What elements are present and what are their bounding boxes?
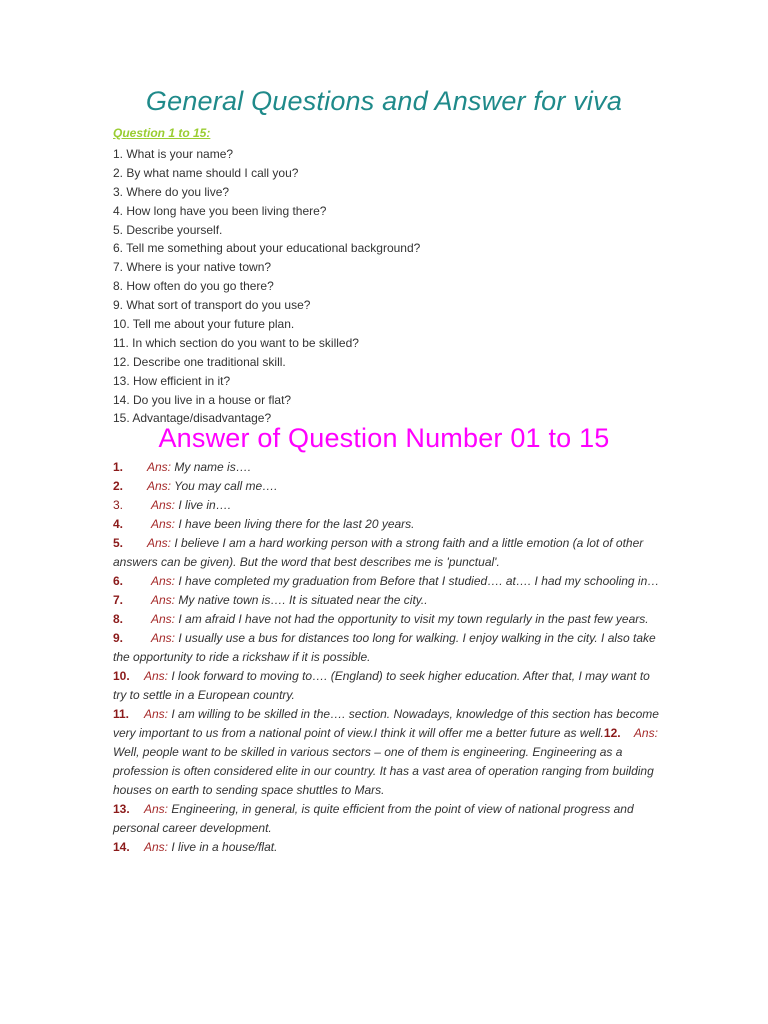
answer-label: Ans:: [151, 498, 176, 512]
answer-text: Well, people want to be skilled in various sectors – one of them is engineering. Engineering as a profession is often considered elite in our country. It has a vast area of operation ranging from building houses on earth to sending space shuttles to Mars.: [113, 745, 654, 797]
question-item: 1. What is your name?: [113, 147, 234, 161]
answer-number: 8.: [113, 612, 124, 626]
questions-heading: Question 1 to 15:: [113, 126, 211, 140]
answer-item: [113, 591, 661, 610]
answer-text: My name is….: [174, 460, 252, 474]
answer-number: 4.: [113, 517, 124, 531]
answer-text: I have been living there for the last 20 years.: [178, 517, 415, 531]
question-item: 13. How efficient in it?: [113, 373, 231, 388]
answer-label: Ans:: [147, 460, 172, 474]
question-item: 12. Describe one traditional skill.: [113, 354, 286, 369]
answer-label: Ans:: [151, 631, 176, 645]
answer-text: I have completed my graduation from Before that I studied…. at…. I had my schooling in…: [178, 574, 660, 588]
answer-item: [113, 458, 661, 477]
answer-text: Engineering, in general, is quite efficient from the point of view of national progress and personal career development.: [113, 802, 634, 835]
answer-label: Ans:: [144, 669, 169, 683]
answer-label: Ans:: [144, 840, 169, 854]
answer-item: [113, 515, 661, 534]
answer-label: Ans:: [151, 517, 176, 531]
answer-text: I look forward to moving to…. (England) to seek higher education. After that, I may want to try to settle in a European country.: [113, 669, 650, 702]
question-item: 8. How often do you go there?: [113, 279, 274, 294]
answer-item: [113, 496, 661, 515]
answer-label: Ans:: [151, 612, 176, 626]
answer-number: 3.: [113, 498, 124, 512]
answer-number: 9.: [113, 631, 124, 645]
answer-label: Ans:: [144, 707, 169, 721]
answer-item: [113, 838, 661, 857]
answer-item: [113, 610, 661, 629]
answer-item: [113, 667, 661, 705]
question-item: 5. Describe yourself.: [113, 222, 223, 237]
answer-item: [113, 534, 661, 572]
question-item: 7. Where is your native town?: [113, 260, 272, 275]
answer-label: Ans:: [151, 574, 176, 588]
question-item: 11. In which section do you want to be skilled?: [113, 335, 359, 350]
question-item: 4. How long have you been living there?: [113, 203, 327, 218]
answer-text: I am willing to be skilled in the…. section. Nowadays, knowledge of this section has become very important to us from a national point of view.I think it will offer me a better future as well.: [113, 707, 659, 740]
answer-number: 5.: [113, 536, 124, 550]
question-item: 14. Do you live in a house or flat?: [113, 392, 292, 407]
answer-number: 12.: [603, 726, 621, 740]
answer-text: I believe I am a hard working person with a strong faith and a little emotion (a lot of other answers can be given). But the word that best describes me is 'punctual'.: [113, 536, 644, 569]
page-title: General Questions and Answer for viva: [145, 86, 623, 116]
answer-number: 2.: [113, 479, 124, 493]
question-item: 10. Tell me about your future plan.: [113, 317, 295, 332]
question-item: 15. Advantage/disadvantage?: [113, 411, 272, 426]
answer-item: [113, 629, 661, 667]
answers-list: [113, 458, 661, 857]
answer-text: I usually use a bus for distances too long for walking. I enjoy walking in the city. I also take the opportunity to ride a rickshaw if it is possible.: [113, 631, 656, 664]
answer-item: [113, 705, 661, 800]
answer-item: [113, 800, 661, 838]
answer-label: Ans:: [147, 479, 172, 493]
answer-number: 7.: [113, 593, 124, 607]
answer-number: 14.: [113, 840, 130, 854]
answer-text: I live in….: [178, 498, 232, 512]
question-item: 6. Tell me something about your educational background?: [113, 241, 421, 256]
answer-label: Ans:: [633, 726, 658, 740]
question-item: 3. Where do you live?: [113, 184, 230, 199]
questions-list: [113, 145, 420, 428]
answer-label: Ans:: [144, 802, 169, 816]
answers-heading: Answer of Question Number 01 to 15: [158, 423, 610, 453]
answer-text: I live in a house/flat.: [171, 840, 278, 854]
answer-number: 6.: [113, 574, 124, 588]
answer-item: [113, 572, 661, 591]
answer-text: My native town is…. It is situated near the city..: [178, 593, 428, 607]
question-item: 2. By what name should I call you?: [113, 165, 299, 180]
answer-label: Ans:: [151, 593, 176, 607]
answer-number: 13.: [113, 802, 130, 816]
answer-number: 11.: [113, 707, 130, 721]
answer-text: You may call me….: [174, 479, 278, 493]
answer-label: Ans:: [147, 536, 172, 550]
answer-text: I am afraid I have not had the opportunity to visit my town regularly in the past few years.: [178, 612, 649, 626]
question-item: 9. What sort of transport do you use?: [113, 298, 311, 313]
answer-number: 1.: [113, 460, 124, 474]
answer-number: 10.: [113, 669, 130, 683]
answer-item: [113, 477, 661, 496]
